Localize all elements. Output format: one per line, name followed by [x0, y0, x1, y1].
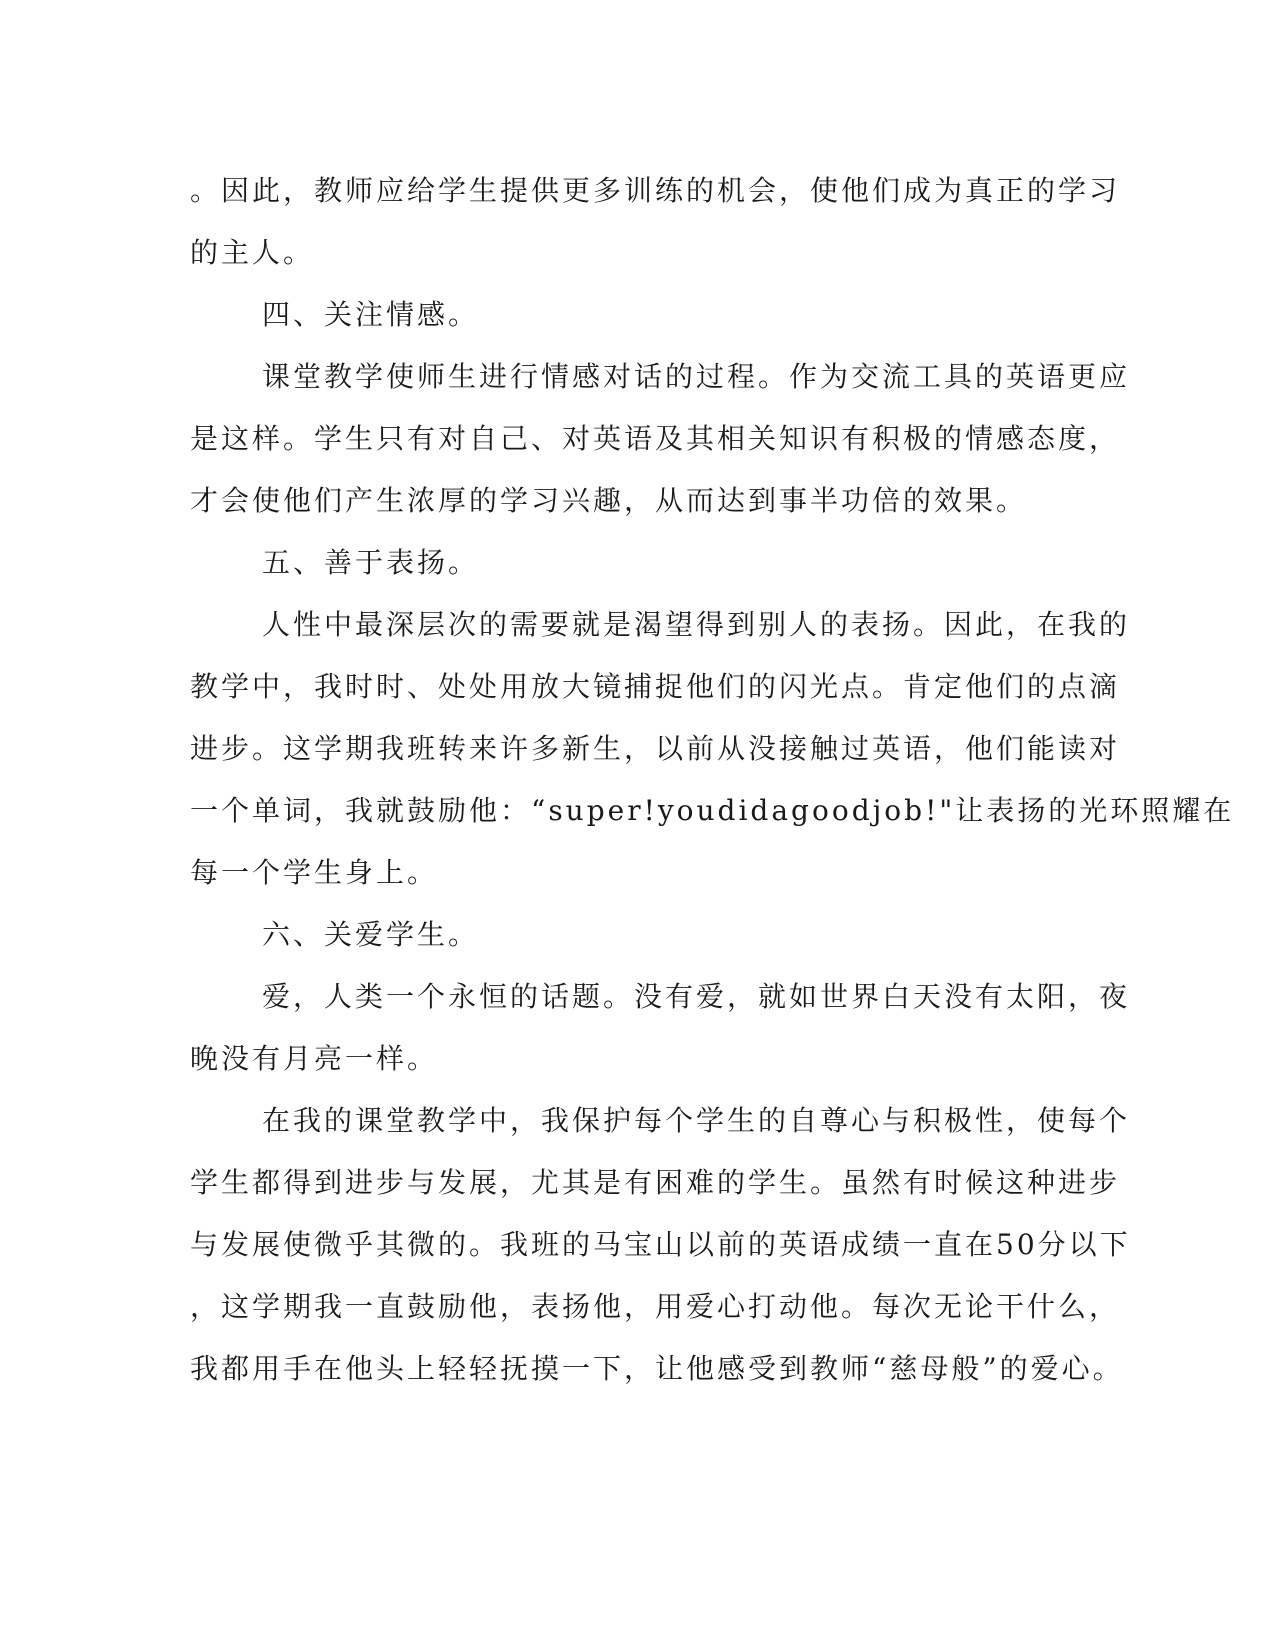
section-heading: 四、关注情感。	[262, 298, 480, 331]
text-line: 一个单词，我就鼓励他：“super!youdidagoodjob!"让表扬的光环照耀在	[190, 794, 1235, 827]
text-line: 每一个学生身上。	[190, 856, 439, 889]
text-line: 课堂教学使师生进行情感对话的过程。作为交流工具的英语更应	[262, 360, 1131, 393]
document-body	[190, 160, 1235, 1400]
text-line: 的主人。	[190, 236, 315, 269]
text-line: 在我的课堂教学中，我保护每个学生的自尊心与积极性，使每个	[262, 1104, 1131, 1137]
heading-praise	[190, 532, 1090, 594]
text-line: ，这学期我一直鼓励他，表扬他，用爱心打动他。每次无论干什么，	[190, 1290, 1121, 1323]
paragraph-emotion	[190, 346, 1131, 532]
heading-focus-emotion	[190, 284, 1090, 346]
paragraph-love	[190, 966, 1131, 1090]
paragraph-classroom	[190, 1090, 1131, 1400]
text-line: 与发展使微乎其微的。我班的马宝山以前的英语成绩一直在50分以下	[190, 1228, 1131, 1261]
text-line: 晚没有月亮一样。	[190, 1042, 439, 1075]
text-line: 我都用手在他头上轻轻抚摸一下，让他感受到教师“慈母般”的爱心。	[190, 1352, 1124, 1385]
text-line: 。因此，教师应给学生提供更多训练的机会，使他们成为真正的学习	[190, 174, 1121, 207]
text-line: 学生都得到进步与发展，尤其是有困难的学生。虽然有时候这种进步	[190, 1166, 1121, 1199]
paragraph-1	[190, 160, 1121, 284]
text-line: 是这样。学生只有对自己、对英语及其相关知识有积极的情感态度，	[190, 422, 1121, 455]
text-line: 才会使他们产生浓厚的学习兴趣，从而达到事半功倍的效果。	[190, 484, 1028, 517]
text-line: 进步。这学期我班转来许多新生，以前从没接触过英语，他们能读对	[190, 732, 1121, 765]
text-line: 教学中，我时时、处处用放大镜捕捉他们的闪光点。肯定他们的点滴	[190, 670, 1121, 703]
paragraph-praise	[190, 594, 1235, 904]
section-heading: 六、关爱学生。	[262, 918, 480, 951]
text-line: 爱，人类一个永恒的话题。没有爱，就如世界白天没有太阳，夜	[262, 980, 1131, 1013]
text-line: 人性中最深层次的需要就是渴望得到别人的表扬。因此，在我的	[262, 608, 1131, 641]
heading-care-students	[190, 904, 1090, 966]
section-heading: 五、善于表扬。	[262, 546, 480, 579]
